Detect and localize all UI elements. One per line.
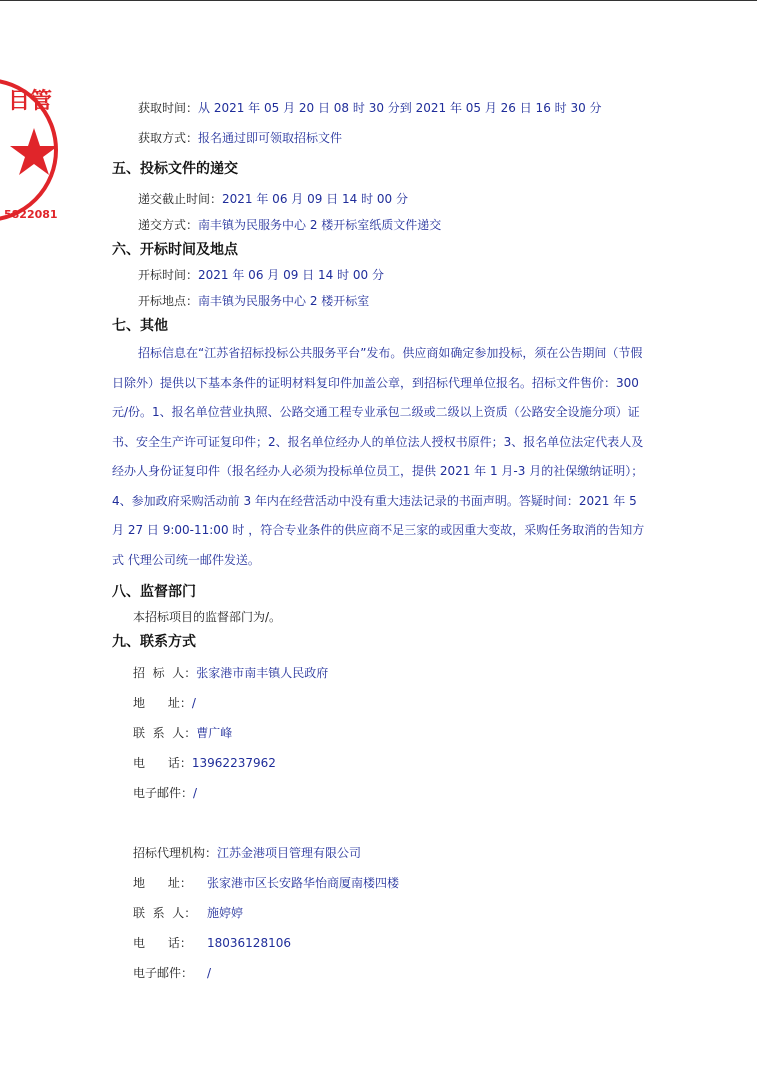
submit-method-label: 递交方式： — [138, 218, 199, 232]
agent-phone-line — [133, 935, 291, 951]
section-8-heading: 八、监督部门 — [112, 584, 196, 600]
buyer-contact-value: 曹广峰 — [196, 726, 233, 740]
agent-name-label: 招标代理机构： — [133, 846, 218, 860]
agent-contact-value: 施婷婷 — [207, 906, 244, 920]
section-9-heading: 九、联系方式 — [112, 634, 196, 650]
buyer-email-line — [133, 785, 197, 801]
agent-phone-label: 电 话： — [133, 936, 192, 950]
seal-star-icon — [10, 128, 58, 175]
open-time-value: 2021 年 06 月 09 日 14 时 00 分 — [198, 268, 384, 282]
seal-text-number: 5822081 — [4, 208, 58, 221]
open-place-value: 南丰镇为民服务中心 2 楼开标室 — [198, 294, 370, 308]
section-5-heading: 五、投标文件的递交 — [112, 161, 238, 177]
deadline-value: 2021 年 06 月 09 日 14 时 00 分 — [222, 192, 408, 206]
company-seal — [0, 70, 62, 230]
agent-email-label: 电子邮件： — [133, 966, 194, 980]
buyer-contact-label: 联 系 人： — [133, 726, 197, 740]
fetch-method-line — [138, 130, 342, 146]
submit-method-line — [138, 217, 441, 233]
buyer-name-value: 张家港市南丰镇人民政府 — [196, 666, 329, 680]
agent-contact-label: 联 系 人： — [133, 906, 197, 920]
buyer-address-value: / — [191, 696, 196, 710]
fetch-time-label: 获取时间： — [138, 101, 199, 115]
deadline-label: 递交截止时间： — [138, 192, 223, 206]
seal-text-top: 目管 — [8, 88, 53, 114]
top-rule — [0, 0, 757, 1]
fetch-time-line — [138, 100, 602, 116]
agent-address-value: 张家港市区长安路华怡商厦南楼四楼 — [207, 876, 400, 890]
submit-method-value: 南丰镇为民服务中心 2 楼开标室纸质文件递交 — [198, 218, 442, 232]
buyer-contact-line — [133, 725, 232, 741]
section-6-heading: 六、开标时间及地点 — [112, 242, 238, 258]
fetch-method-value: 报名通过即可领取招标文件 — [198, 131, 343, 145]
agent-name-value: 江苏金港项目管理有限公司 — [217, 846, 362, 860]
agent-address-label: 地 址： — [133, 876, 192, 890]
buyer-email-label: 电子邮件： — [133, 786, 194, 800]
open-time-label: 开标时间： — [138, 268, 199, 282]
buyer-phone-line — [133, 755, 276, 771]
deadline-line — [138, 191, 408, 207]
buyer-name-line — [133, 665, 328, 681]
fetch-time-value: 从 2021 年 05 月 20 日 08 时 30 分到 2021 年 05 月 26 日 16 时 30 分 — [198, 101, 602, 115]
section-7-heading: 七、其他 — [112, 318, 168, 334]
section-7-body: 招标信息在“江苏省招标投标公共服务平台”发布。供应商如确定参加投标，须在公告期间（节假日除外）提供以下基本条件的证明材料复印件加盖公章，到招标代理单位报名。招标文件售价：300 元/份。1、报名单位营业执照、公路交通工程专业承包二级或二级以上资质（公路安全设施分项）证书、安全生产许可证复印件；2、报名单位经办人的单位法人授权书原件；3、报名单位法定代表人及经办人身份证复印件（报名经办人必须为投标单位员工，提供 2021 年 1 月-3 月的社保缴纳证明）；4、参加政府采购活动前 3 年内在经营活动中没有重大违法记录的书面声明。答疑时间：2021 年 5 月 27 日 9:00-11:00 时 ，符合专业条件的供应商不足三家的或因重大变故，采购任务取消的告知方式 代理公司统一邮件发送。 — [112, 346, 645, 567]
open-place-label: 开标地点： — [138, 294, 199, 308]
agent-email-value: / — [207, 966, 212, 980]
agent-contact-line — [133, 905, 243, 921]
open-place-line — [138, 293, 369, 309]
buyer-address-label: 地 址： — [133, 696, 192, 710]
buyer-name-label: 招 标 人： — [133, 666, 197, 680]
agent-name-line — [133, 845, 361, 861]
buyer-phone-value: 13962237962 — [191, 756, 276, 770]
buyer-email-value: / — [193, 786, 198, 800]
fetch-method-label: 获取方式： — [138, 131, 199, 145]
buyer-phone-label: 电 话： — [133, 756, 192, 770]
agent-email-line — [133, 965, 211, 981]
agent-address-line — [133, 875, 399, 891]
section-8-body: 本招标项目的监督部门为/。 — [133, 610, 282, 624]
open-time-line — [138, 267, 384, 283]
agent-phone-value: 18036128106 — [207, 936, 291, 950]
buyer-address-line — [133, 695, 196, 711]
